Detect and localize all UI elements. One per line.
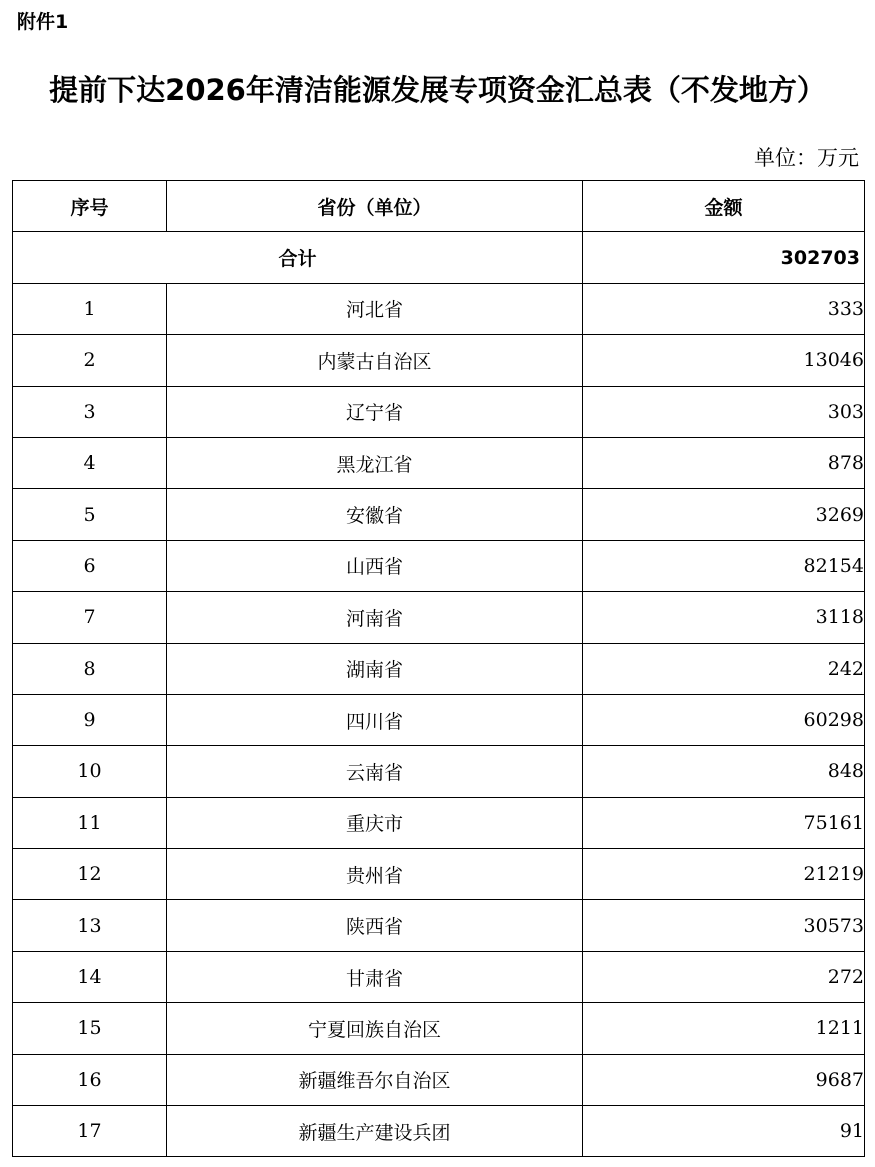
- table-row: [13, 489, 865, 540]
- table-body: [13, 232, 865, 1157]
- row-index: 1: [13, 283, 167, 334]
- row-index: 9: [13, 694, 167, 745]
- row-amount: 60298: [583, 694, 865, 745]
- row-amount: 13046: [583, 335, 865, 386]
- table-row: [13, 283, 865, 334]
- row-province: 贵州省: [167, 849, 583, 900]
- row-province: 宁夏回族自治区: [167, 1003, 583, 1054]
- row-province: 新疆生产建设兵团: [167, 1106, 583, 1157]
- row-amount: 75161: [583, 797, 865, 848]
- row-province: 重庆市: [167, 797, 583, 848]
- table-row: [13, 900, 865, 951]
- table-row: [13, 694, 865, 745]
- table-row: [13, 386, 865, 437]
- row-index: 4: [13, 437, 167, 488]
- row-province: 辽宁省: [167, 386, 583, 437]
- row-index: 5: [13, 489, 167, 540]
- row-index: 8: [13, 643, 167, 694]
- row-province: 河北省: [167, 283, 583, 334]
- table-row: [13, 592, 865, 643]
- row-province: 甘肃省: [167, 951, 583, 1002]
- row-index: 15: [13, 1003, 167, 1054]
- row-province: 河南省: [167, 592, 583, 643]
- row-amount: 9687: [583, 1054, 865, 1105]
- row-amount: 272: [583, 951, 865, 1002]
- row-index: 12: [13, 849, 167, 900]
- row-amount: 303: [583, 386, 865, 437]
- row-amount: 3269: [583, 489, 865, 540]
- row-province: 湖南省: [167, 643, 583, 694]
- row-index: 6: [13, 540, 167, 591]
- table-row: [13, 540, 865, 591]
- row-amount: 30573: [583, 900, 865, 951]
- row-index: 13: [13, 900, 167, 951]
- row-province: 云南省: [167, 746, 583, 797]
- row-index: 11: [13, 797, 167, 848]
- row-province: 新疆维吾尔自治区: [167, 1054, 583, 1105]
- header-province: 省份（单位）: [167, 181, 583, 232]
- table-row: [13, 849, 865, 900]
- row-amount: 242: [583, 643, 865, 694]
- row-index: 2: [13, 335, 167, 386]
- row-index: 14: [13, 951, 167, 1002]
- header-index: 序号: [13, 181, 167, 232]
- row-province: 内蒙古自治区: [167, 335, 583, 386]
- table-row: [13, 1054, 865, 1105]
- document-title: 提前下达2026年清洁能源发展专项资金汇总表（不发地方）: [49, 73, 826, 107]
- table-row: [13, 1003, 865, 1054]
- table-row: [13, 335, 865, 386]
- row-province: 四川省: [167, 694, 583, 745]
- row-province: 黑龙江省: [167, 437, 583, 488]
- row-province: 山西省: [167, 540, 583, 591]
- total-amount: 302703: [583, 232, 865, 283]
- table-row: [13, 797, 865, 848]
- header-amount: 金额: [583, 181, 865, 232]
- row-amount: 848: [583, 746, 865, 797]
- row-amount: 21219: [583, 849, 865, 900]
- row-index: 16: [13, 1054, 167, 1105]
- row-index: 3: [13, 386, 167, 437]
- row-amount: 91: [583, 1106, 865, 1157]
- table-row: [13, 1106, 865, 1157]
- unit-label: 单位：万元: [754, 146, 859, 170]
- row-amount: 82154: [583, 540, 865, 591]
- row-province: 安徽省: [167, 489, 583, 540]
- row-index: 10: [13, 746, 167, 797]
- table-row: [13, 643, 865, 694]
- row-amount: 878: [583, 437, 865, 488]
- table-row: [13, 951, 865, 1002]
- total-label: 合计: [13, 232, 583, 283]
- table-row: [13, 437, 865, 488]
- attachment-label: 附件1: [17, 11, 69, 33]
- table-row: [13, 746, 865, 797]
- row-amount: 3118: [583, 592, 865, 643]
- total-row: [13, 232, 865, 283]
- row-amount: 1211: [583, 1003, 865, 1054]
- row-index: 17: [13, 1106, 167, 1157]
- fund-summary-table: [12, 180, 865, 1157]
- row-amount: 333: [583, 283, 865, 334]
- row-province: 陕西省: [167, 900, 583, 951]
- row-index: 7: [13, 592, 167, 643]
- table-header-row: [13, 181, 865, 232]
